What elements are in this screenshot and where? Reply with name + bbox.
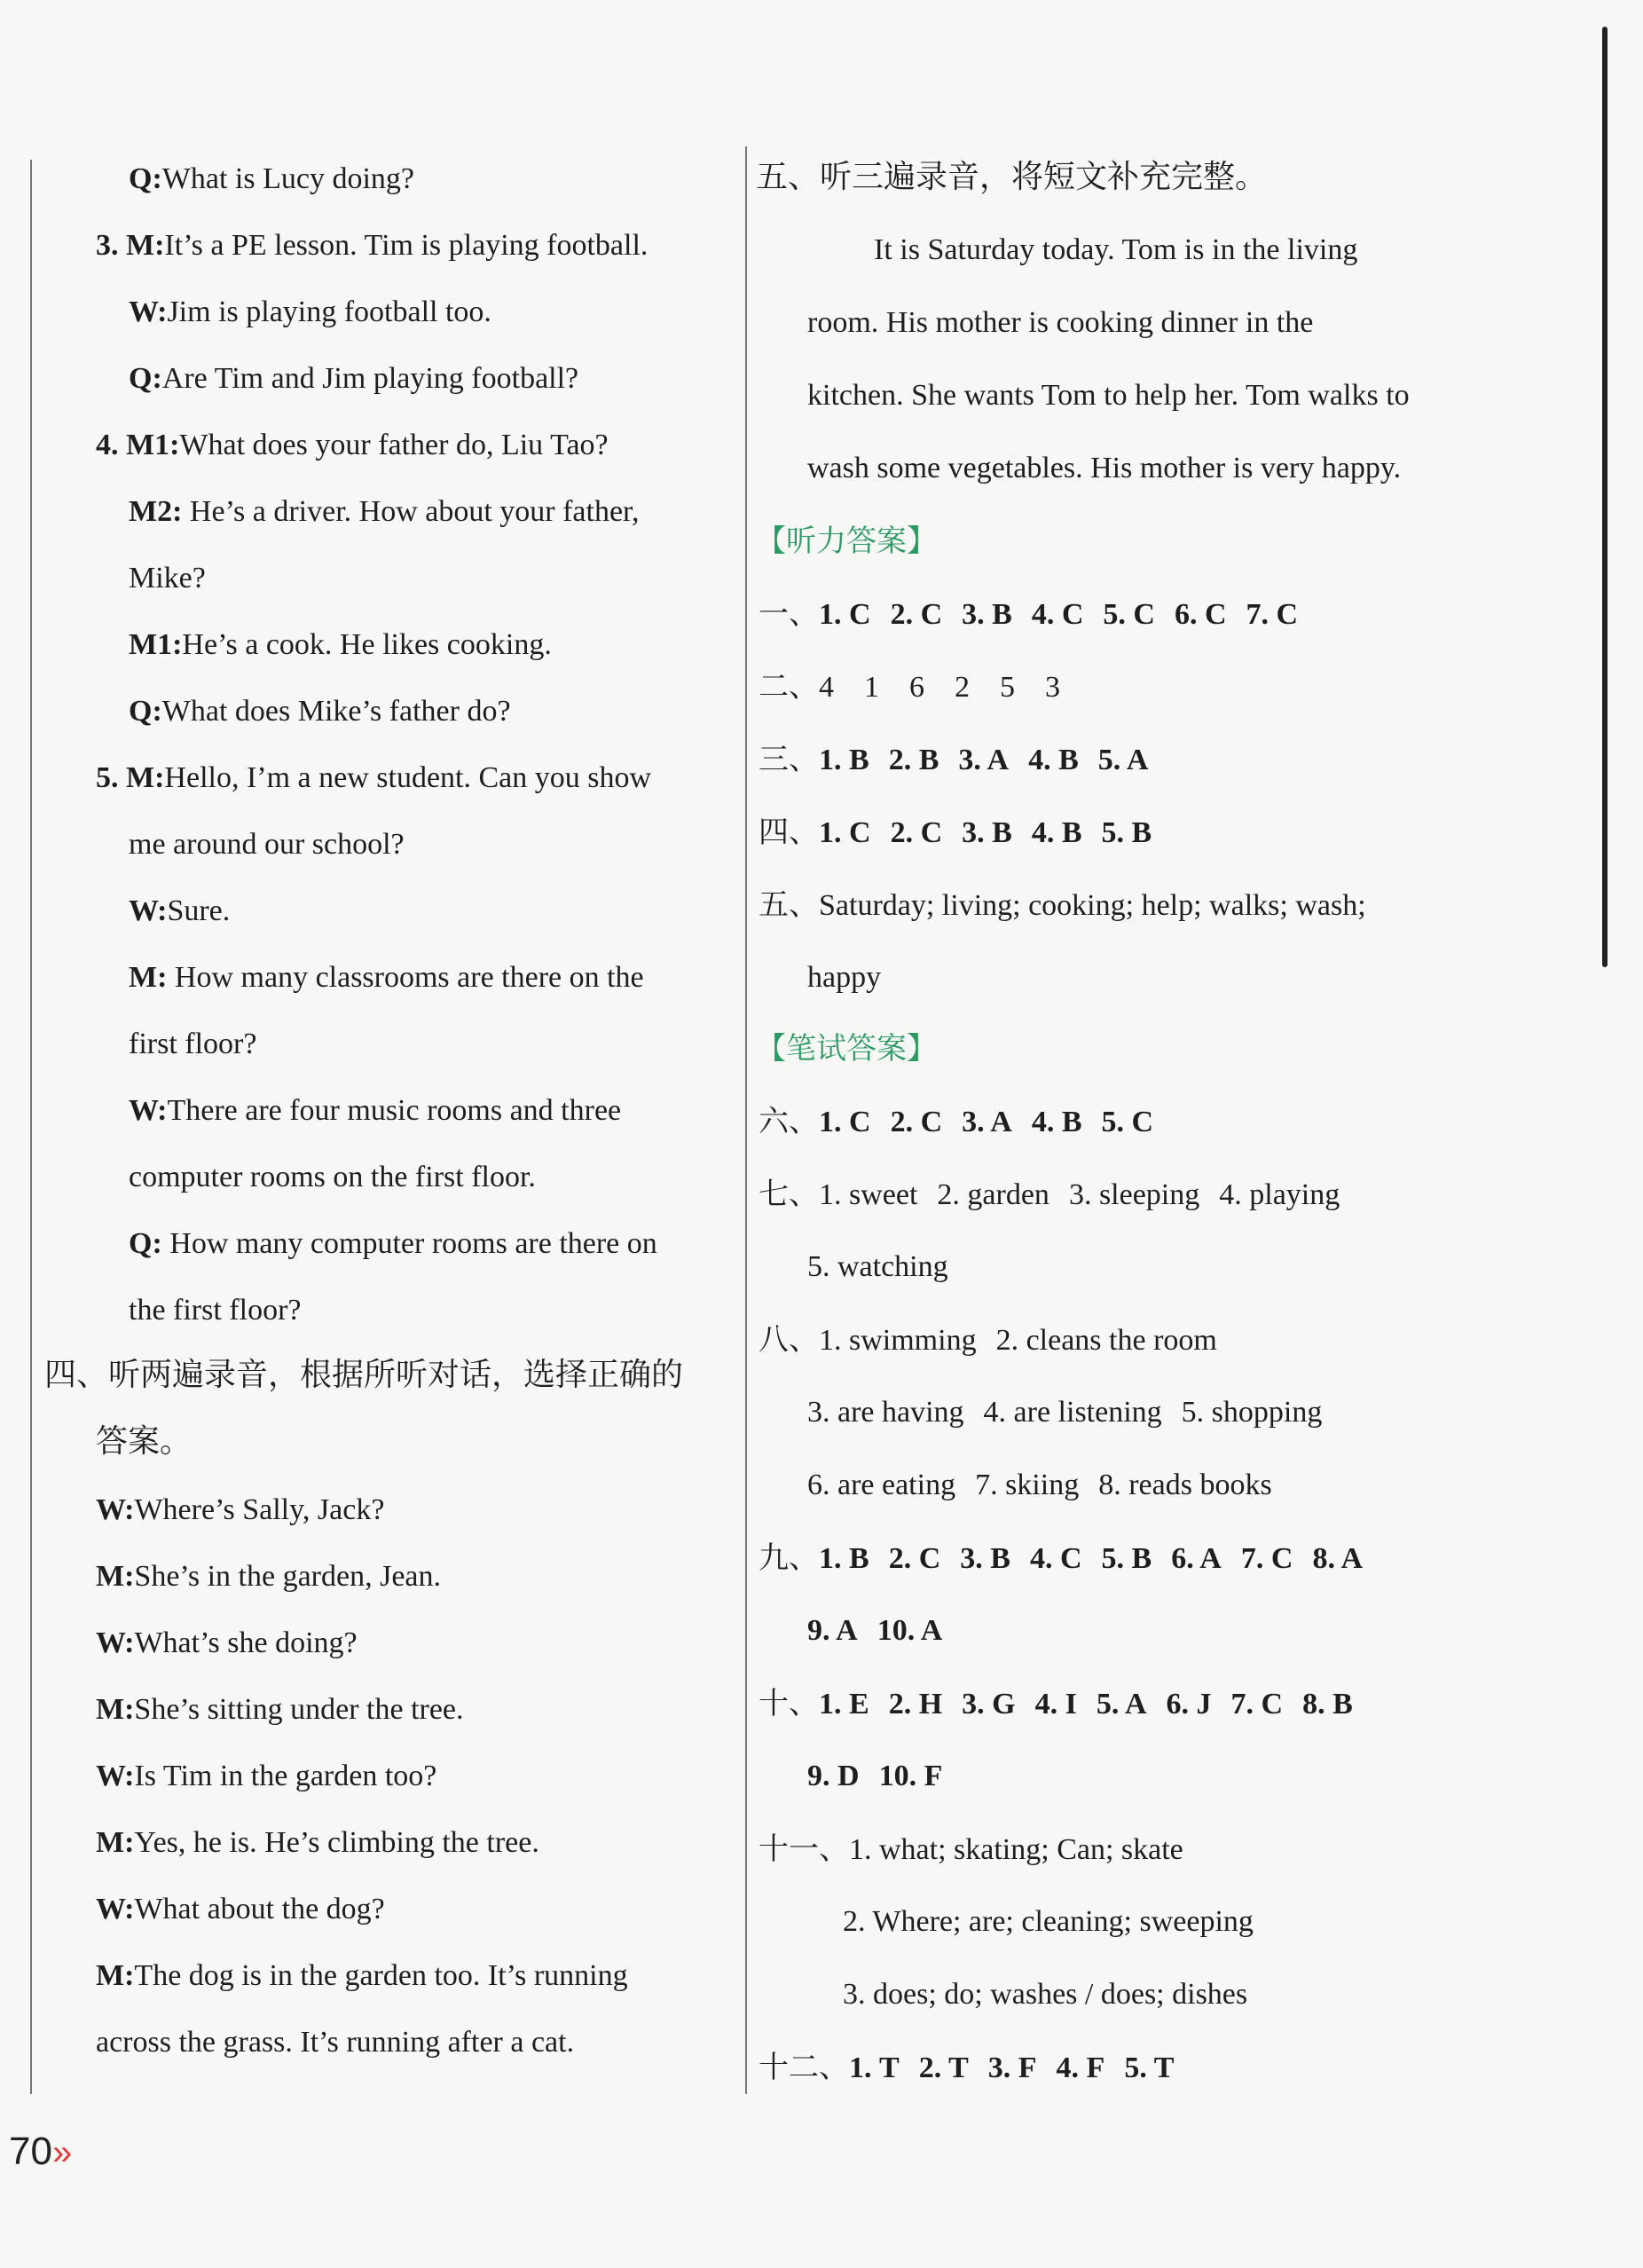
answer-row-9: 九、1. B 2. C 3. B 4. C 5. B 6. A 7. C 8. A xyxy=(759,1540,1364,1576)
transcript-line: first floor? xyxy=(129,1028,257,1060)
transcript-line: W:Jim is playing football too. xyxy=(129,295,491,328)
answer-row-11-cont: 2. Where; are; cleaning; sweeping xyxy=(843,1905,1254,1938)
section-5-heading: 五、听三遍录音，将短文补充完整。 xyxy=(756,159,1268,195)
answer-row-11-cont: 3. does; do; washes / does; dishes xyxy=(843,1978,1248,2011)
transcript-line: W:There are four music rooms and three xyxy=(129,1094,622,1127)
transcript-line: computer rooms on the first floor. xyxy=(129,1161,536,1193)
transcript-line: M1:He’s a cook. He likes cooking. xyxy=(129,628,552,661)
answer-row-8-cont: 3. are having 4. are listening 5. shopping xyxy=(807,1396,1323,1429)
dialogue-line: M:She’s sitting under the tree. xyxy=(96,1693,464,1726)
passage-line: kitchen. She wants Tom to help her. Tom walks to xyxy=(807,379,1410,412)
written-answers-heading: 【笔试答案】 xyxy=(756,1031,937,1067)
passage-line: room. His mother is cooking dinner in the xyxy=(807,306,1314,339)
section-4-heading-cont: 答案。 xyxy=(96,1423,193,1460)
answer-row-5: 五、Saturday; living; cooking; help; walks; wash; xyxy=(759,887,1366,923)
listening-answers-heading: 【听力答案】 xyxy=(756,524,937,559)
answer-row-1: 一、1. C 2. C 3. B 4. C 5. C 6. C 7. C xyxy=(759,596,1299,632)
answer-row-8: 八、1. swimming 2. cleans the room xyxy=(759,1322,1217,1358)
dialogue-line: W:Where’s Sally, Jack? xyxy=(96,1493,385,1526)
page-edge-shadow xyxy=(1602,27,1608,967)
passage-line: wash some vegetables. His mother is very happy. xyxy=(807,452,1402,484)
column-divider xyxy=(745,146,747,2094)
answer-row-4: 四、1. C 2. C 3. B 4. B 5. B xyxy=(759,815,1152,850)
dialogue-line: W:Is Tim in the garden too? xyxy=(96,1760,437,1792)
answer-row-7-cont: 5. watching xyxy=(807,1250,948,1283)
transcript-line: the first floor? xyxy=(129,1294,302,1327)
answer-row-10: 十、1. E 2. H 3. G 4. I 5. A 6. J 7. C 8. B xyxy=(759,1686,1353,1721)
answer-row-6: 六、1. C 2. C 3. A 4. B 5. C xyxy=(759,1104,1154,1139)
transcript-line: M2: He’s a driver. How about your father, xyxy=(129,495,640,528)
dialogue-line: M:The dog is in the garden too. It’s running xyxy=(96,1959,628,1992)
dialogue-line: across the grass. It’s running after a cat. xyxy=(96,2026,575,2059)
page-number-text: 70 xyxy=(9,2130,52,2173)
transcript-line: Q: How many computer rooms are there on xyxy=(129,1227,657,1260)
answer-row-8-cont: 6. are eating 7. skiing 8. reads books xyxy=(807,1469,1272,1501)
answer-row-12: 十二、1. T 2. T 3. F 4. F 5. T xyxy=(759,2050,1175,2085)
transcript-line: Q:What is Lucy doing? xyxy=(129,162,414,195)
double-arrow-icon: » xyxy=(51,2133,73,2172)
transcript-line: M: How many classrooms are there on the xyxy=(129,961,644,994)
answer-row-7: 七、1. sweet 2. garden 3. sleeping 4. playing xyxy=(759,1177,1340,1212)
dialogue-line: M:Yes, he is. He’s climbing the tree. xyxy=(96,1826,539,1859)
dialogue-line: W:What’s she doing? xyxy=(96,1626,358,1659)
left-margin-rule xyxy=(30,160,32,2094)
transcript-line: Q:Are Tim and Jim playing football? xyxy=(129,362,579,395)
dialogue-line: W:What about the dog? xyxy=(96,1893,385,1925)
answer-row-10-cont: 9. D 10. F xyxy=(807,1760,943,1792)
section-4-heading: 四、听两遍录音，根据所听对话，选择正确的 xyxy=(44,1357,684,1393)
transcript-line: W:Sure. xyxy=(129,894,231,927)
page-number xyxy=(9,2130,72,2174)
transcript-line: Mike? xyxy=(129,562,206,595)
answer-row-2: 二、4 1 6 2 5 3 xyxy=(759,669,1060,705)
transcript-line: 4. M1:What does your father do, Liu Tao? xyxy=(96,429,609,461)
answer-row-11: 十一、1. what; skating; Can; skate xyxy=(759,1831,1183,1867)
answer-row-5-cont: happy xyxy=(807,961,882,994)
dialogue-line: M:She’s in the garden, Jean. xyxy=(96,1560,441,1593)
answer-row-3: 三、1. B 2. B 3. A 4. B 5. A xyxy=(759,742,1149,777)
transcript-line: 5. M:Hello, I’m a new student. Can you show xyxy=(96,761,652,794)
transcript-line: Q:What does Mike’s father do? xyxy=(129,695,511,728)
passage-line: It is Saturday today. Tom is in the living xyxy=(874,233,1358,266)
answer-row-9-cont: 9. A 10. A xyxy=(807,1614,943,1647)
transcript-line: me around our school? xyxy=(129,828,405,861)
transcript-line: 3. M:It’s a PE lesson. Tim is playing football. xyxy=(96,229,649,262)
